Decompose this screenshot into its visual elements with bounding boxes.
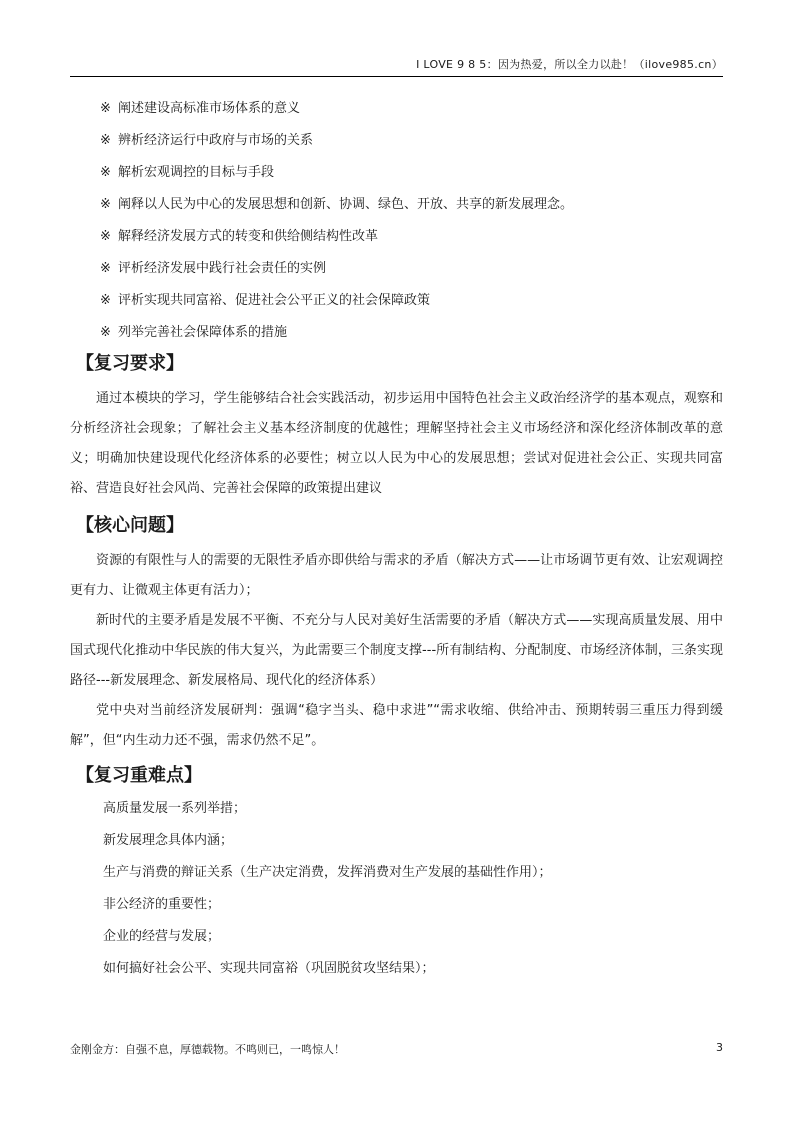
list-item — [70, 192, 723, 224]
key-points-list — [70, 796, 723, 988]
page-content — [70, 96, 723, 988]
list-item-text: 列举完善社会保障体系的措施 — [118, 325, 288, 340]
reference-mark-icon: ※ — [100, 261, 111, 276]
footer-motto: 金刚金方：自强不息，厚德载物。不鸣则已，一鸣惊人！ — [70, 1043, 345, 1056]
list-item: 生产与消费的辩证关系（生产决定消费，发挥消费对生产发展的基础性作用）； — [103, 865, 552, 880]
core-issue-paragraph: 资源的有限性与人的需要的无限性矛盾亦即供给与需求的矛盾（解决方式——让市场调节更有效、让宏观调控更有力、让微观主体更有活力）； — [70, 553, 723, 598]
reference-mark-icon: ※ — [100, 229, 111, 244]
core-issue-paragraph: 新时代的主要矛盾是发展不平衡、不充分与人民对美好生活需要的矛盾（解决方式——实现高质量发展、用中国式现代化推动中华民族的伟大复兴，为此需要三个制度支撑---所有制结构、分配制度、市场经济体制，三条实现路径---新发展理念、新发展格局、现代化的经济体系） — [70, 613, 723, 688]
list-item: 高质量发展一系列举措； — [103, 801, 247, 816]
list-item-text: 解释经济发展方式的转变和供给侧结构性改革 — [118, 229, 379, 244]
list-item-text: 评析实现共同富裕、促进社会公平正义的社会保障政策 — [118, 293, 431, 308]
list-item-text: 辨析经济运行中政府与市场的关系 — [118, 133, 314, 148]
page-footer — [70, 1041, 723, 1057]
reference-mark-icon: ※ — [100, 101, 111, 116]
review-requirements-text: 通过本模块的学习，学生能够结合社会实践活动，初步运用中国特色社会主义政治经济学的基本观点，观察和分析经济社会现象；了解社会主义基本经济制度的优越性；理解坚持社会主义市场经济和深化经济体制改革的意义；明确加快建设现代化经济体系的必要性；树立以人民为中心的发展思想；尝试对促进社会公正、实现共同富裕、营造良好社会风尚、完善社会保障的政策提出建议 — [70, 391, 723, 496]
list-item — [70, 288, 723, 320]
list-item — [70, 224, 723, 256]
reference-mark-icon: ※ — [100, 293, 111, 308]
list-item — [70, 320, 723, 352]
core-issue-paragraph: 党中央对当前经济发展研判：强调“稳字当头、稳中求进”“需求收缩、供给冲击、预期转弱三重压力得到缓解”，但“内生动力还不强，需求仍然不足”。 — [70, 703, 723, 748]
reference-mark-icon: ※ — [100, 133, 111, 148]
list-item: 新发展理念具体内涵； — [103, 833, 234, 848]
list-item-text: 阐释以人民为中心的发展思想和创新、协调、绿色、开放、共享的新发展理念。 — [118, 197, 574, 212]
key-points-heading: 【复习重难点】 — [76, 765, 202, 786]
list-item-text: 解析宏观调控的目标与手段 — [118, 165, 275, 180]
page-header: I LOVE 9 8 5：因为热爱，所以全力以赴！（ilove985.cn） — [70, 56, 723, 77]
list-item — [70, 96, 723, 128]
objectives-list — [70, 96, 723, 352]
reference-mark-icon: ※ — [100, 165, 111, 180]
list-item: 企业的经营与发展； — [103, 929, 221, 944]
list-item: 如何搞好社会公平、实现共同富裕（巩固脱贫攻坚结果）； — [103, 961, 435, 976]
list-item-text: 评析经济发展中践行社会责任的实例 — [118, 261, 327, 276]
reference-mark-icon: ※ — [100, 325, 111, 340]
review-requirements-heading: 【复习要求】 — [76, 353, 184, 374]
list-item: 非公经济的重要性； — [103, 897, 221, 912]
page-number: 3 — [716, 1041, 723, 1054]
reference-mark-icon: ※ — [100, 197, 111, 212]
core-issues-heading: 【核心问题】 — [76, 515, 184, 536]
list-item — [70, 160, 723, 192]
list-item-text: 阐述建设高标准市场体系的意义 — [118, 101, 301, 116]
list-item — [70, 256, 723, 288]
list-item — [70, 128, 723, 160]
